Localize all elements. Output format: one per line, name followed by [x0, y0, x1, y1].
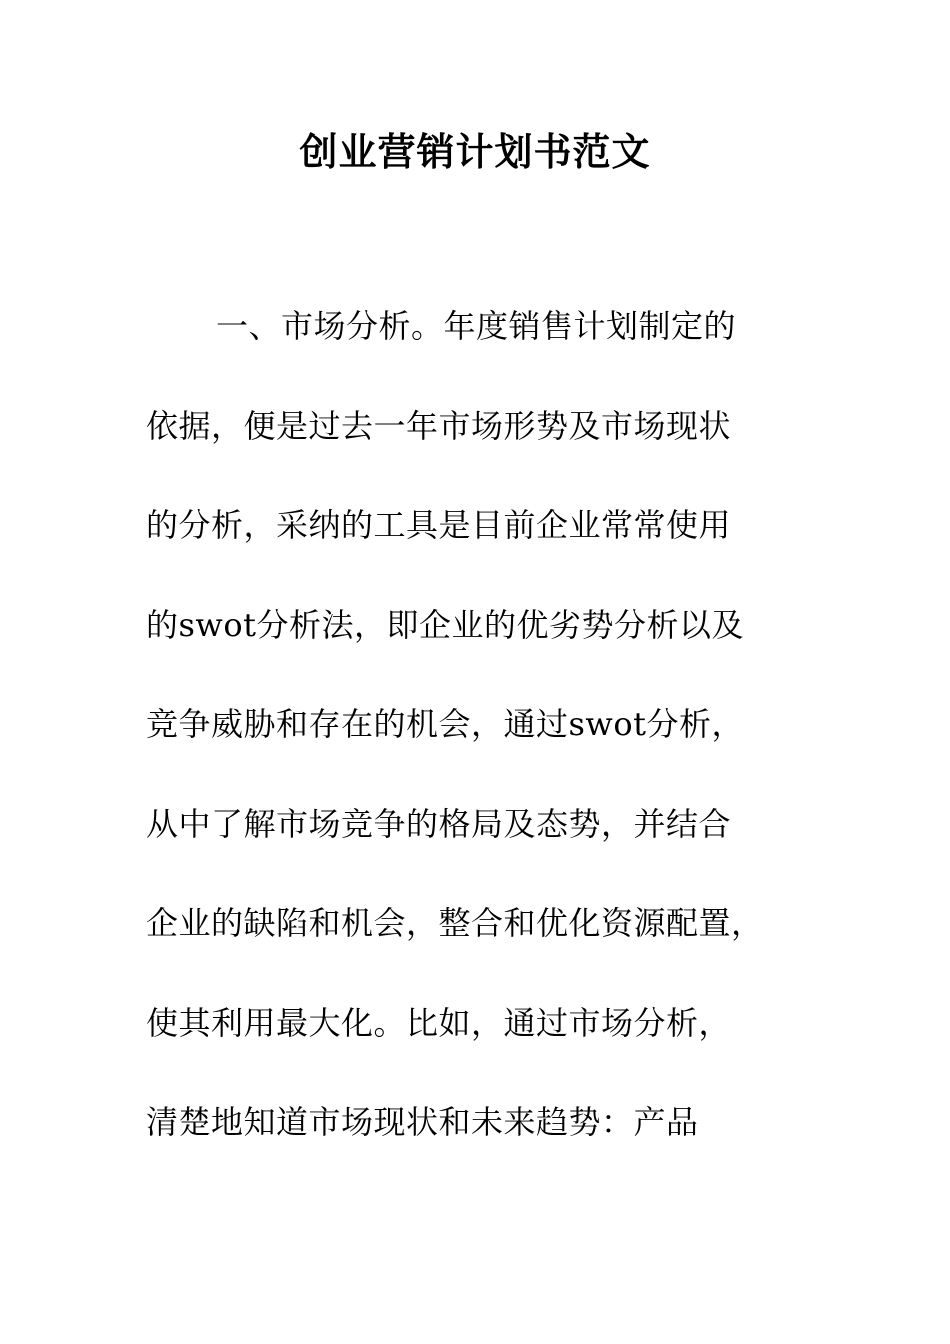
document-title: 创业营销计划书范文	[299, 129, 651, 174]
paragraph-line: 清楚地知道市场现状和未来趋势：产品	[146, 1103, 699, 1141]
paragraph-line: 竞争威胁和存在的机会，通过swot分析，	[146, 705, 744, 743]
paragraph-line: 企业的缺陷和机会，整合和优化资源配置，	[146, 904, 764, 942]
document-body	[146, 296, 806, 1192]
paragraph-line: 从中了解市场竞争的格局及态势，并结合	[146, 804, 732, 843]
paragraph-line: 使其利用最大化。比如，通过市场分析，	[146, 1003, 732, 1042]
paragraph-line: 一、市场分析。年度销售计划制定的	[216, 307, 737, 345]
paragraph-line: 的swot分析法，即企业的优劣势分析以及	[146, 605, 744, 644]
paragraph-line: 的分析，采纳的工具是目前企业常常使用	[146, 506, 732, 544]
paragraph-line: 依据，便是过去一年市场形势及市场现状	[146, 406, 732, 445]
